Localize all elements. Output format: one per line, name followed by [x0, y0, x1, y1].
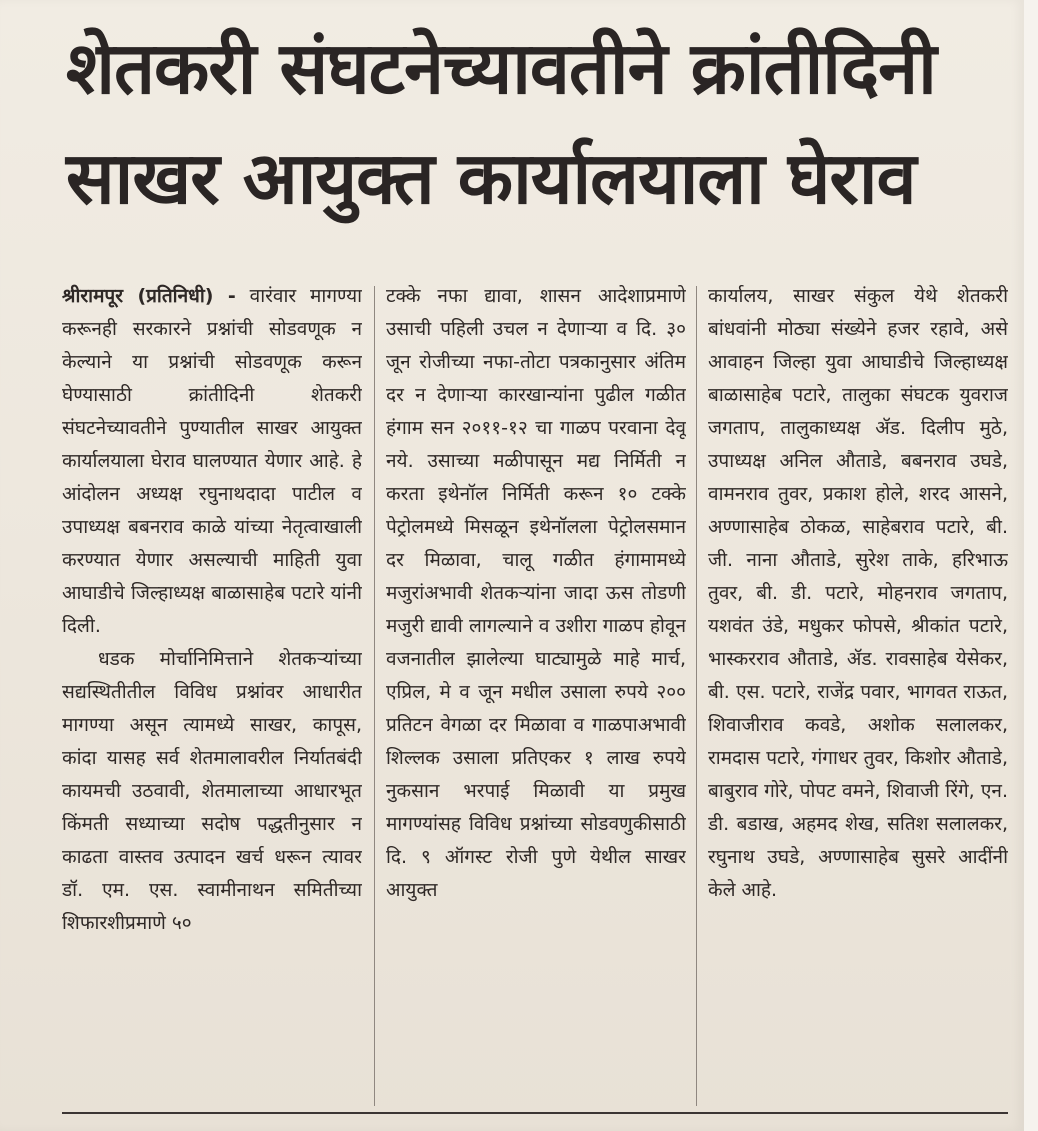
bottom-rule: [62, 1112, 1008, 1114]
article-paragraph-1-text: वारंवार मागण्या करूनही सरकारने प्रश्नांची सोडवणूक न केल्याने या प्रश्नांची सोडवणूक करून घेण्यासाठी क्रांतीदिनी शेतकरी संघटनेच्यावतीने पुण्यातील साखर आयुक्त कार्यालयाला घेराव घालण्यात येणार आहे. हे आंदोलन अध्यक्ष रघुनाथदादा पाटील व उपाध्यक्ष बबनराव काळे यांच्या नेतृत्वाखाली करण्यात येणार असल्याची माहिती युवा आघाडीचे जिल्हाध्यक्ष बाळासाहेब पटारे यांनी दिली.: [62, 285, 362, 637]
page-margin: [1024, 0, 1038, 1131]
article-column-3: [708, 280, 1008, 1110]
column-divider: [696, 286, 697, 1106]
dateline: श्रीरामपूर (प्रतिनिधी) -: [62, 285, 236, 307]
article-paragraph-1: [62, 280, 362, 643]
article-body: [62, 280, 1008, 1110]
headline-line-1: शेतकरी संघटनेच्यावतीने क्रांतीदिनी: [66, 26, 936, 110]
article-paragraph-2: धडक मोर्चानिमित्ताने शेतकऱ्यांच्या सद्यस्थितीतील विविध प्रश्नांवर आधारीत मागण्या असून त्यामध्ये साखर, कापूस, कांदा यासह सर्व शेतमालावरील निर्यातबंदी कायमची उठवावी, शेतमालाच्या आधारभूत किंमती सध्याच्या सदोष पद्धतीनुसार न काढता वास्तव उत्पादन खर्च धरून त्यावर डॉ. एम. एस. स्वामीनाथन समितीच्या शिफारशीप्रमाणे ५०: [62, 648, 362, 934]
headline-line-2: साखर आयुक्त कार्यालयाला घेराव: [66, 136, 916, 220]
article-paragraph-3: टक्के नफा द्यावा, शासन आदेशाप्रमाणे उसाची पहिली उचल न देणाऱ्या व दि. ३० जून रोजीच्या नफा-तोटा पत्रकानुसार अंतिम दर न देणाऱ्या कारखान्यांना पुढील गळीत हंगाम सन २०११-१२ चा गाळप परवाना देवू नये. उसाच्या मळीपासून मद्य निर्मिती न करता इथेनॉल निर्मिती करून १० टक्के पेट्रोलमध्ये मिसळून इथेनॉलला पेट्रोलसमान दर मिळावा, चालू गळीत हंगामामध्ये मजुरांअभावी शेतकऱ्यांना जादा ऊस तोडणी मजुरी द्यावी लागल्याने व उशीरा गाळप होवून वजनातील झालेल्या घाट्यामुळे माहे मार्च, एप्रिल, मे व जून मधील उसाला रुपये २०० प्रतिटन वेगळा दर मिळावा व गाळपाअभावी शिल्लक उसाला प्रतिएकर १ लाख रुपये नुकसान भरपाई मिळावी या प्रमुख मागण्यांसह विविध प्रश्नांच्या सोडवणुकीसाठी दि. ९ ऑगस्ट रोजी पुणे येथील साखर आयुक्त: [386, 285, 686, 901]
article-paragraph-4: कार्यालय, साखर संकुल येथे शेतकरी बांधवांनी मोठ्या संख्येने हजर रहावे, असे आवाहन जिल्हा युवा आघाडीचे जिल्हाध्यक्ष बाळासाहेब पटारे, तालुका संघटक युवराज जगताप, तालुकाध्यक्ष ॲड. दिलीप मुठे, उपाध्यक्ष अनिल औताडे, बबनराव उघडे, वामनराव तुवर, प्रकाश होले, शरद आसने, अण्णासाहेब ठोकळ, साहेबराव पटारे, बी. जी. नाना औताडे, सुरेश ताके, हरिभाऊ तुवर, बी. डी. पटारे, मोहनराव जगताप, यशवंत उंडे, मधुकर फोपसे, श्रीकांत पटारे, भास्करराव औताडे, ॲड. रावसाहेब येसेकर, बी. एस. पटारे, राजेंद्र पवार, भागवत राऊत, शिवाजीराव कवडे, अशोक सलालकर, रामदास पटारे, गंगाधर तुवर, किशोर औताडे, बाबुराव गोरे, पोपट वमने, शिवाजी रिंगे, एन. डी. बडाख, अहमद शेख, सतिश सलालकर, रघुनाथ उघडे, अण्णासाहेब सुसरे आदींनी केले आहे.: [708, 285, 1008, 901]
article-column-2: [386, 280, 686, 1110]
article-column-1: [62, 280, 362, 1110]
column-divider: [374, 286, 375, 1106]
